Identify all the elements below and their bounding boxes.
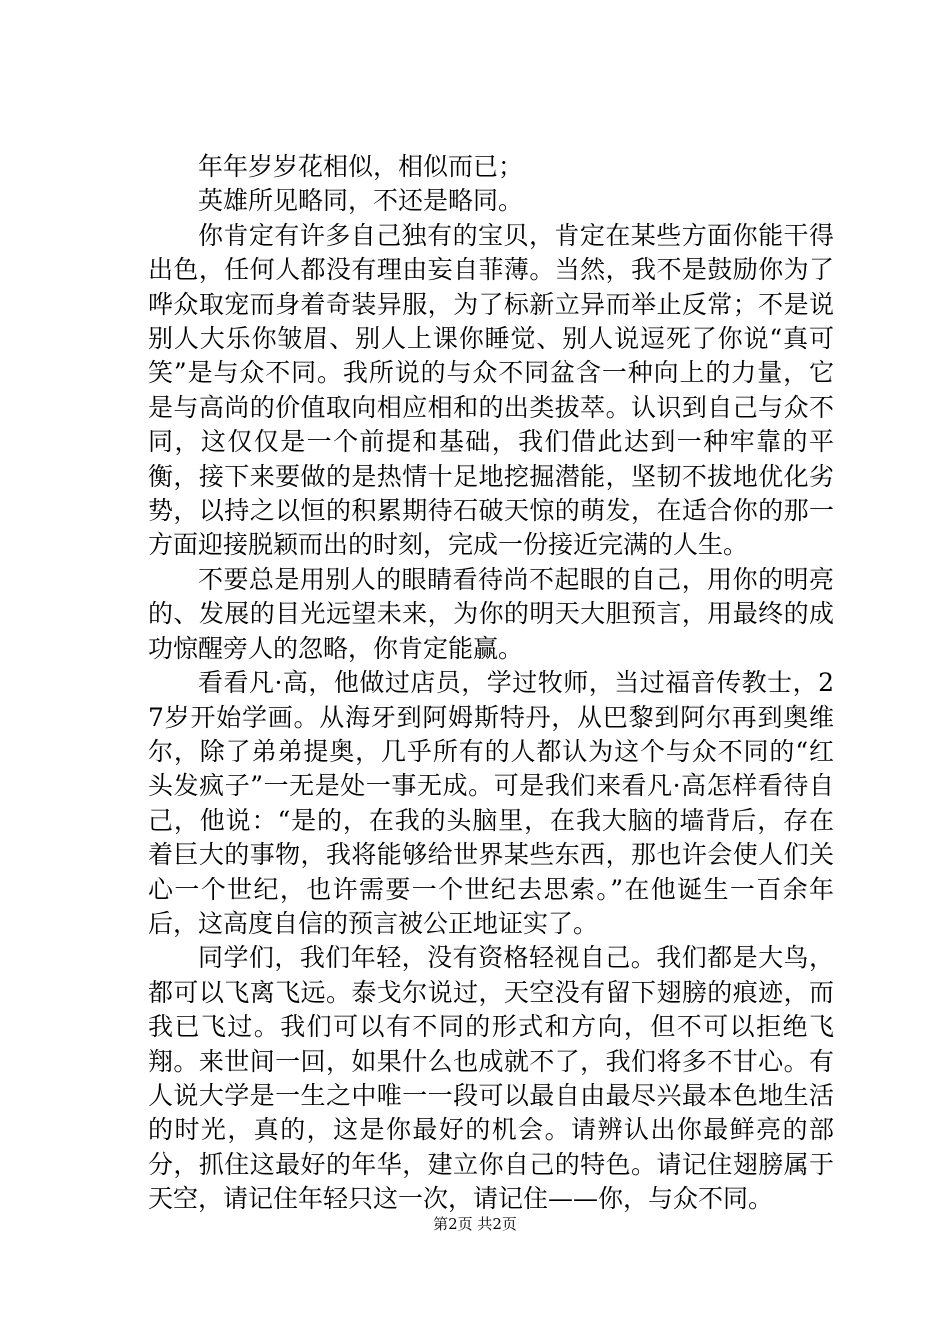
page-footer: 第2页 共2页 — [433, 1215, 517, 1233]
paragraph-6: 同学们，我们年轻，没有资格轻视自己。我们都是大鸟，都可以飞离飞远。泰戈尔说过，天空没有留下翅膀的痕迹，而我已飞过。我们可以有不同的形式和方向，但不可以拒绝飞翔。来世间一回，如果什么也成就不了，我们将多不甘心。有人说大学是一生之中唯一一段可以最自由最尽兴最本色地生活的时光，真的，这是你最好的机会。请辨认出你最鲜亮的部分，抓住这最好的年华，建立你自己的特色。请记住翅膀属于天空，请记住年轻只这一次，请记住——你，与众不同。 — [148, 943, 834, 1214]
document-body — [148, 150, 834, 1217]
paragraph-3: 你肯定有许多自己独有的宝贝，肯定在某些方面你能干得出色，任何人都没有理由妄自菲薄。当然，我不是鼓励你为了哗众取宠而身着奇装异服，为了标新立异而举止反常；不是说别人大乐你皱眉、别人上课你睡觉、别人说逗死了你说“真可笑”是与众不同。我所说的与众不同盆含一种向上的力量，它是与高尚的价值取向相应相和的出类拔萃。认识到自己与众不同，这仅仅是一个前提和基础，我们借此达到一种牢靠的平衡，接下来要做的是热情十足地挖掘潜能，坚韧不拔地优化劣势，以持之以恒的积累期待石破天惊的萌发，在适合你的那一方面迎接脱颖而出的时刻，完成一份接近完满的人生。 — [148, 220, 834, 560]
paragraph-4: 不要总是用别人的眼睛看待尚不起眼的自己，用你的明亮的、发展的目光远望未来，为你的明天大胆预言，用最终的成功惊醒旁人的忽略，你肯定能赢。 — [148, 564, 834, 663]
paragraph-2: 英雄所见略同，不还是略同。 — [198, 186, 524, 216]
paragraph-5: 看看凡·高，他做过店员，学过牧师，当过福音传教士，27岁开始学画。从海牙到阿姆斯特丹，从巴黎到阿尔再到奥维尔，除了弟弟提奥，几乎所有的人都认为这个与众不同的“红头发疯子”一无是处一事无成。可是我们来看凡·高怎样看待自己，他说：“是的，在我的头脑里，在我大脑的墙背后，存在着巨大的事物，我将能够给世界某些东西，那也许会使人们关心一个世纪，也许需要一个世纪去思索。”在他诞生一百余年后，这高度自信的预言被公正地证实了。 — [148, 668, 834, 938]
paragraph-1: 年年岁岁花相似，相似而已； — [198, 152, 524, 181]
